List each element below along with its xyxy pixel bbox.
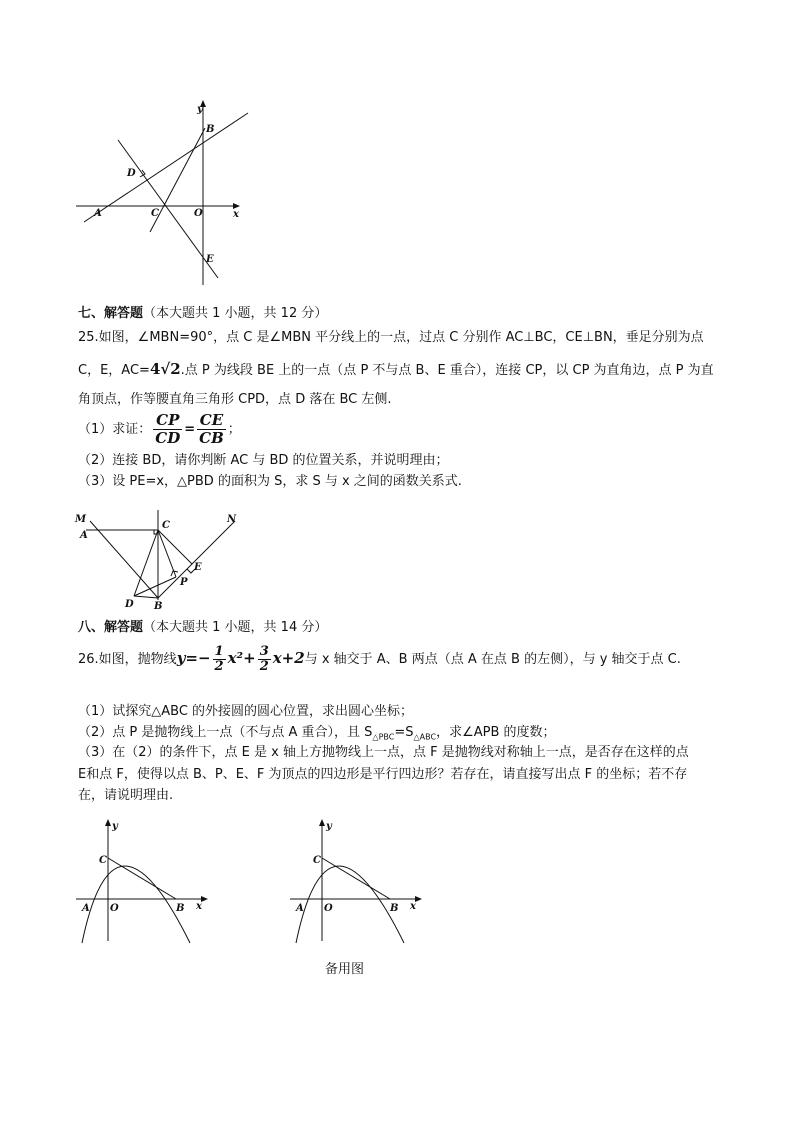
label-x: x	[233, 209, 239, 220]
label-c: C	[313, 855, 321, 866]
label-e: E	[206, 254, 214, 265]
fraction-three-halves	[258, 645, 271, 674]
segment-cp	[158, 530, 176, 577]
q25-part1-prefix: （1）求证：	[78, 422, 152, 437]
label-p: P	[180, 577, 188, 588]
eq-x-squared: x²+	[227, 649, 256, 667]
section-8-title: 八、解答题	[78, 620, 144, 635]
q25-part1-suffix: ；	[227, 422, 241, 437]
q26-part2	[78, 725, 556, 746]
eq-y: y	[176, 649, 186, 667]
q25-ac-value: 4√2	[149, 360, 181, 378]
fraction2-num: 3	[259, 644, 269, 659]
fraction-num-cp: CP	[153, 412, 182, 430]
label-b: B	[154, 601, 163, 612]
fraction2-den: 2	[259, 659, 269, 674]
q26-intro-b: 与 x 轴交于 A、B 两点（点 A 在点 B 的左侧），与 y 轴交于点 C.	[304, 652, 681, 667]
section-8-heading	[78, 620, 327, 636]
section-7-title: 七、解答题	[78, 306, 144, 321]
label-e: E	[194, 562, 202, 573]
fraction-ce-cb	[197, 412, 226, 447]
label-x: x	[196, 901, 202, 912]
parabola-curve	[296, 866, 404, 943]
q25-line1: 25.如图，∠MBN=90°，点 C 是∠MBN 平分线上的一点，过点 C 分别作 AC⊥BC，CE⊥BN，垂足分别为点	[78, 330, 704, 345]
q25-line2	[78, 361, 714, 379]
segment-cb	[108, 858, 176, 899]
fraction-den-cb: CB	[199, 429, 224, 447]
q25-line2-a: C，E，AC=	[78, 363, 150, 378]
eq-tail: x+2	[272, 649, 305, 667]
label-c: C	[151, 208, 159, 219]
figure-2-diagram	[70, 508, 245, 616]
fraction-num-ce: CE	[197, 412, 226, 430]
label-a: A	[80, 530, 88, 541]
segment-db	[134, 596, 158, 598]
q25-line3: 角顶点，作等腰直角三角形 CPD，点 D 落在 BC 左侧.	[78, 392, 392, 407]
section-7-note: （本大题共 1 小题，共 12 分）	[143, 306, 328, 321]
label-a: A	[296, 903, 304, 914]
label-d: D	[127, 168, 136, 179]
label-a: A	[82, 903, 90, 914]
x-arrow	[415, 896, 422, 902]
section-8-note: （本大题共 1 小题，共 14 分）	[143, 620, 328, 635]
label-y: y	[326, 821, 332, 832]
y-arrow	[319, 819, 325, 826]
label-o: O	[110, 903, 119, 914]
label-c: C	[99, 855, 107, 866]
q26-part1: （1）试探究△ABC 的外接圆的圆心位置，求出圆心坐标；	[78, 704, 414, 719]
figure-3-parabola	[72, 815, 217, 945]
label-d: D	[125, 599, 134, 610]
fraction-one-half	[213, 645, 226, 674]
label-b: B	[390, 903, 399, 914]
q25-part2: （2）连接 BD，请你判断 AC 与 BD 的位置关系，并说明理由；	[78, 453, 449, 468]
figure-4-parabola-backup	[286, 815, 431, 945]
label-x: x	[410, 901, 416, 912]
label-b: B	[176, 903, 185, 914]
q25-part3: （3）设 PE=x，△PBD 的面积为 S，求 S 与 x 之间的函数关系式.	[78, 474, 462, 489]
figure-1-diagram	[70, 100, 250, 290]
x-arrow	[201, 896, 208, 902]
q26-part2-sub2: △ABC	[413, 732, 437, 742]
label-y: y	[112, 821, 118, 832]
q26-part2-b: =S	[394, 725, 414, 740]
q26-part2-sub1: △PBC	[372, 732, 395, 742]
fraction1-den: 2	[214, 659, 224, 674]
label-m: M	[75, 514, 87, 525]
section-7-heading	[78, 306, 327, 322]
eq-equals-minus: =−	[185, 649, 211, 667]
q26-part3-line3: 在，请说明理由.	[78, 788, 174, 803]
segment-dc	[134, 530, 158, 596]
equals-sign: =	[184, 422, 196, 437]
label-o: O	[324, 903, 333, 914]
label-o: O	[194, 208, 203, 219]
y-arrow	[105, 819, 111, 826]
label-c: C	[162, 520, 170, 531]
backup-figure-caption: 备用图	[325, 962, 365, 977]
q25-part1	[78, 412, 241, 450]
fraction-cp-cd	[153, 412, 182, 447]
segment-ce	[158, 530, 192, 564]
q25-line2-b: .点 P 为线段 BE 上的一点（点 P 不与点 B、E 重合），连接 CP，以 CP 为直角边，点 P 为直	[180, 363, 714, 378]
q26-intro-a: 26.如图，抛物线	[78, 652, 177, 667]
q26-intro	[78, 640, 681, 678]
label-y: y	[197, 104, 203, 115]
q26-part3-line2: E和点 F，使得以点 B、P、E、F 为顶点的四边形是平行四边形？若存在，请直接写出点 F 的坐标；若不存	[78, 767, 688, 782]
label-n: N	[227, 514, 237, 525]
label-b: B	[206, 124, 215, 135]
fraction1-num: 1	[214, 644, 224, 659]
fraction-den-cd: CD	[155, 429, 181, 447]
parabola-curve	[82, 866, 190, 943]
label-a: A	[94, 208, 102, 219]
q26-part3-line1: （3）在（2）的条件下，点 E 是 x 轴上方抛物线上一点，点 F 是抛物线对称轴上一点，是否存在这样的点	[78, 745, 689, 760]
q26-part2-c: ，求∠APB 的度数；	[436, 725, 556, 740]
q26-part2-a: （2）点 P 是抛物线上一点（不与点 A 重合），且 S	[78, 725, 373, 740]
segment-cb	[322, 858, 390, 899]
